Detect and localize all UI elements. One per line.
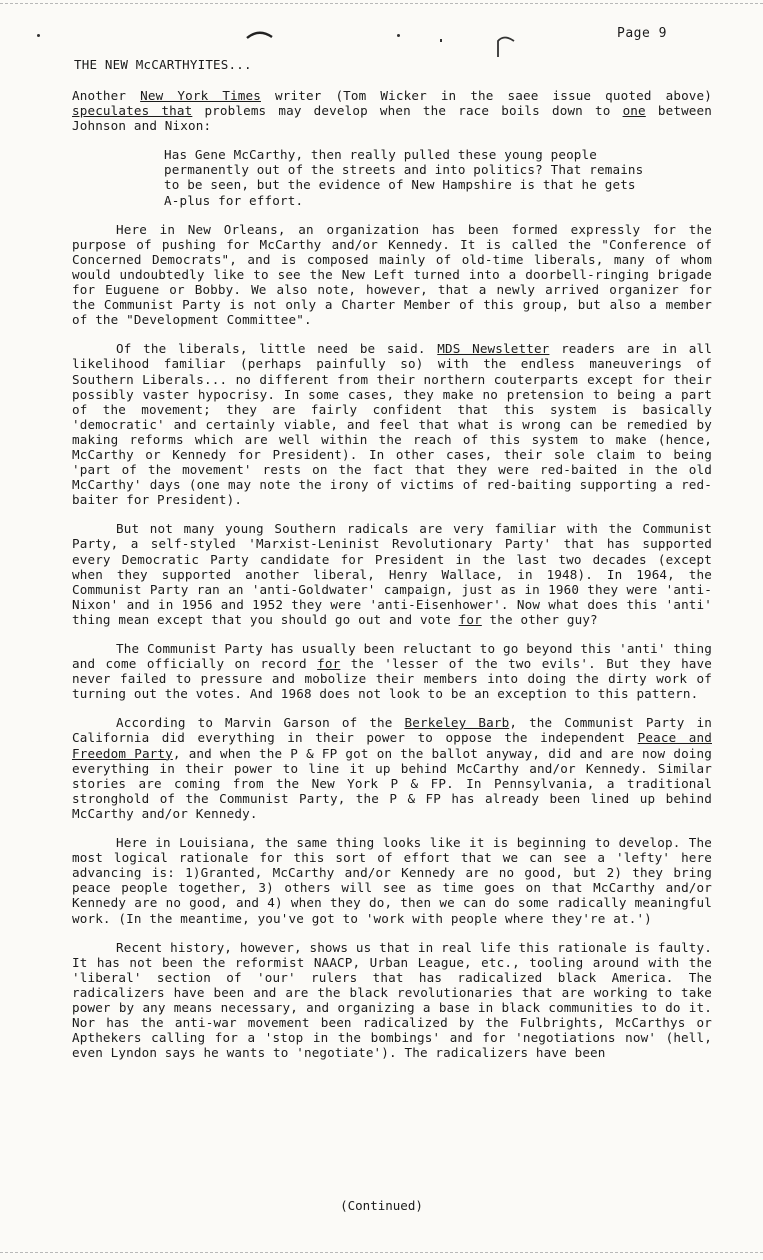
scan-mark — [245, 28, 275, 42]
text-run: According to Marvin Garson of the — [116, 715, 405, 731]
paragraph — [72, 521, 712, 627]
text-run: Here in New Orleans, an organization has been formed expressly for the purpose of pushing for McCarthy and/or Kennedy. It is called the "Conference of Concerned Democrats", and is composed mainly of old-time liberals, many of whom would undoubtedly like to see the New Left turned into a doorbell-ringing brigade for Euguene or Bobby. We also note, however, that a newly arrived organizer for the Communist Party is not only a Charter Member of this group, but also a member of the "Development Committee". — [72, 221, 712, 328]
text-run: the other guy? — [481, 611, 598, 627]
text-run: Of the liberals, little need be said. — [116, 341, 438, 357]
underlined-text: for — [458, 611, 482, 627]
text-run: writer (Tom Wicker in the saee issue quoted above) — [261, 88, 712, 103]
top-scan-edge — [0, 3, 763, 4]
underlined-text: New York Times — [140, 88, 261, 103]
scan-dot — [37, 34, 40, 37]
page-number: Page 9 — [617, 26, 667, 41]
scan-dot — [397, 34, 400, 37]
underlined-text: speculates that — [72, 103, 193, 119]
paragraph — [72, 341, 712, 507]
text-run: , and when the P & FP got on the ballot anyway, did and are now doing everything in their power to line it up behind McCarthy and/or Kennedy. Similar stories are coming from the New York P & FP. In Pennsylvania, a traditional stronghold of the Communist Party, the P & FP has already been lined up behind McCarthy and/or Kennedy. — [72, 745, 712, 821]
continued-note: (Continued) — [340, 1198, 423, 1213]
underlined-text: Peace and Freedom Party — [72, 730, 712, 761]
text-run: The Communist Party has usually been reluctant to go beyond this 'anti' thing and come officially on record — [72, 641, 712, 672]
text-run: But not many young Southern radicals are very familiar with the Communist Party, a self-styled 'Marxist-Leninist Revolutionary Party' that has supported every Democratic Party candidate for President in the last two decades (except when they supported another liberal, Henry Wallace, in 1948). In 1964, the Communist Party ran an 'anti-Goldwater' campaign, just as in 1960 they were 'anti-Nixon' and in 1956 and 1952 they were 'anti-Eisenhower'. Now what does this 'anti' thing mean except that you should go out and vote — [72, 521, 712, 627]
underlined-text: one — [622, 103, 646, 119]
text-run: Another — [72, 88, 141, 103]
paragraph — [72, 940, 712, 1061]
text-run: Here in Louisiana, the same thing looks like it is beginning to develop. The most logical rationale for this sort of effort that we can see a 'lefty' here advancing is: 1)Granted, McCarthy and/or Kennedy are no good, but 2) they bring peace people together, 3) others will see as time goes on that McCarthy and/or Kennedy are no good, and 4) when they do, then we can do some radically meaningful work. (In the meantime, you've got to 'work with people where they're at.') — [72, 835, 712, 926]
paragraph — [72, 88, 712, 133]
paragraph — [72, 641, 712, 701]
text-run: Recent history, however, shows us that in real life this rationale is faulty. It has not been the reformist NAACP, Urban League, etc., tooling around with the 'liberal' section of 'our' rulers that has radicalized black America. The radicalizers have been and are the black revolutionaries that are working to take power by any means necessary, and organizing a base in black communities to do it. Nor has the anti-war movement been radicalized by the Fulbrights, McCarthys or Apthekers calling for a 'stop in the bombings' and for 'negotiations now' (hell, even Lyndon says he wants to 'negotiate'). The radicalizers have been — [72, 939, 712, 1061]
underlined-text: MDS Newsletter — [437, 341, 550, 357]
text-run: between Johnson and Nixon: — [72, 103, 712, 134]
block-quote — [164, 147, 656, 207]
text-run: readers are in all likelihood familiar (perhaps painfully so) with the endless maneuverings of Southern Liberals... no different from their northern couterparts except for their possibly vaster hypocrisy. In some cases, they make no pretension to being a part of the movement; they are fairly confident that this system is basically 'democratic' and certainly viable, and feel that what is wrong can be remedied by making reforms which are well within the reach of this system to make (hence, McCarthy or Kennedy for President). In other cases, their sole claim to being 'part of the movement' rests on the fact that they were red-baited in the old McCarthy' days (one may note the irony of victims of red-baiting supporting a red-baiter for President). — [72, 341, 712, 508]
text-run: problems may develop when the race boils down to — [192, 103, 623, 119]
paragraph — [72, 222, 712, 328]
bottom-scan-edge — [0, 1252, 763, 1253]
paragraph — [72, 835, 712, 926]
paragraph — [72, 715, 712, 821]
article-heading: THE NEW McCARTHYITES... — [74, 57, 252, 72]
text-run: the 'lesser of the two evils'. But they have never failed to pressure and mobolize their members into doing the dirty work of turning out the votes. And 1968 does not look to be an exception to this pattern. — [72, 656, 712, 702]
underlined-text: Berkeley Barb — [404, 715, 510, 731]
scan-dot — [440, 39, 442, 42]
scan-mark — [494, 33, 520, 59]
text-run: , the Communist Party in California did everything in their power to oppose the independent — [72, 715, 712, 746]
text-run: Has Gene McCarthy, then really pulled these young people permanently out of the streets and into politics? That remains to be seen, but the evidence of New Hampshire is that he gets A-plus for effort. — [164, 147, 644, 208]
underlined-text: for — [317, 656, 341, 672]
article-body — [72, 88, 712, 1074]
